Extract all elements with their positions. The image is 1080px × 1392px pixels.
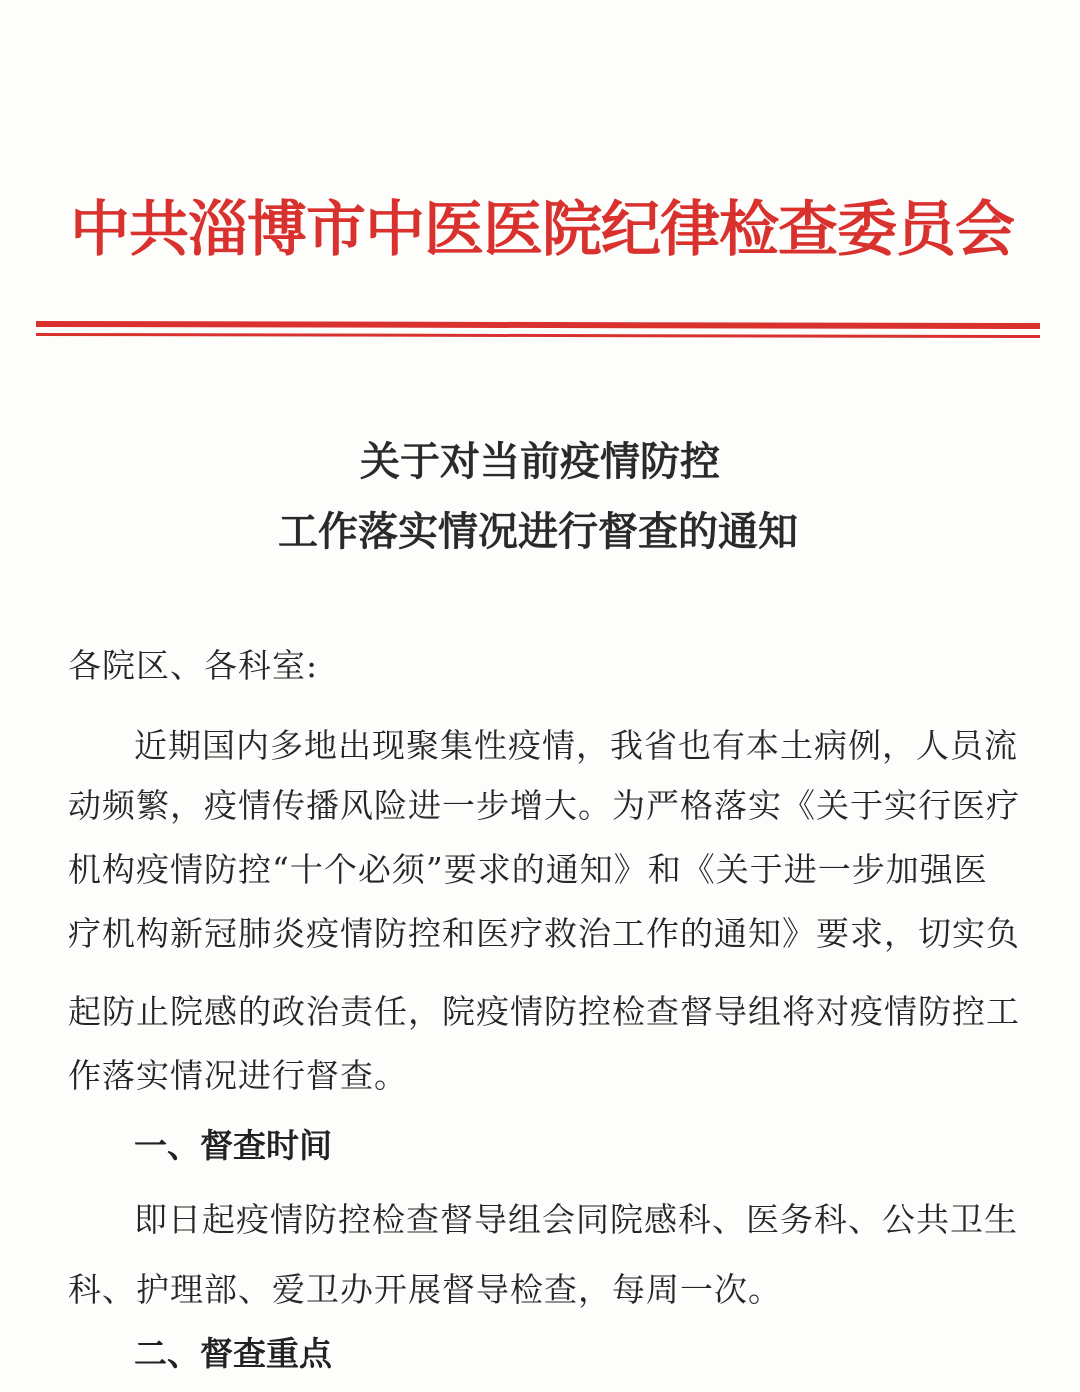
section-heading-inspection-focus: 二、督查重点	[134, 1334, 332, 1373]
organization-header: 中共淄博市中医医院纪律检查委员会	[70, 195, 1014, 265]
section-line: 即日起疫情防控检查督导组会同院感科、医务科、公共卫生	[134, 1200, 1018, 1239]
header-rule-thin	[36, 333, 1040, 338]
paragraph-line: 近期国内多地出现聚集性疫情，我省也有本土病例，人员流	[134, 726, 1018, 765]
document-title-line-2: 工作落实情况进行督查的通知	[278, 509, 798, 555]
paragraph-line: 机构疫情防控“十个必须”要求的通知》和《关于进一步加强医	[68, 850, 988, 889]
paragraph-line: 疗机构新冠肺炎疫情防控和医疗救治工作的通知》要求，切实负	[68, 914, 1020, 953]
paragraph-line: 动频繁，疫情传播风险进一步增大。为严格落实《关于实行医疗	[68, 786, 1020, 825]
section-line: 科、护理部、爱卫办开展督导检查，每周一次。	[68, 1270, 782, 1309]
section-heading-inspection-time: 一、督查时间	[134, 1126, 332, 1165]
document-title-line-1: 关于对当前疫情防控	[360, 439, 720, 485]
paragraph-line: 作落实情况进行督查。	[68, 1056, 408, 1095]
header-rule-thick	[36, 321, 1040, 329]
paragraph-line: 起防止院感的政治责任，院疫情防控检查督导组将对疫情防控工	[68, 992, 1020, 1031]
salutation: 各院区、各科室:	[68, 646, 319, 685]
